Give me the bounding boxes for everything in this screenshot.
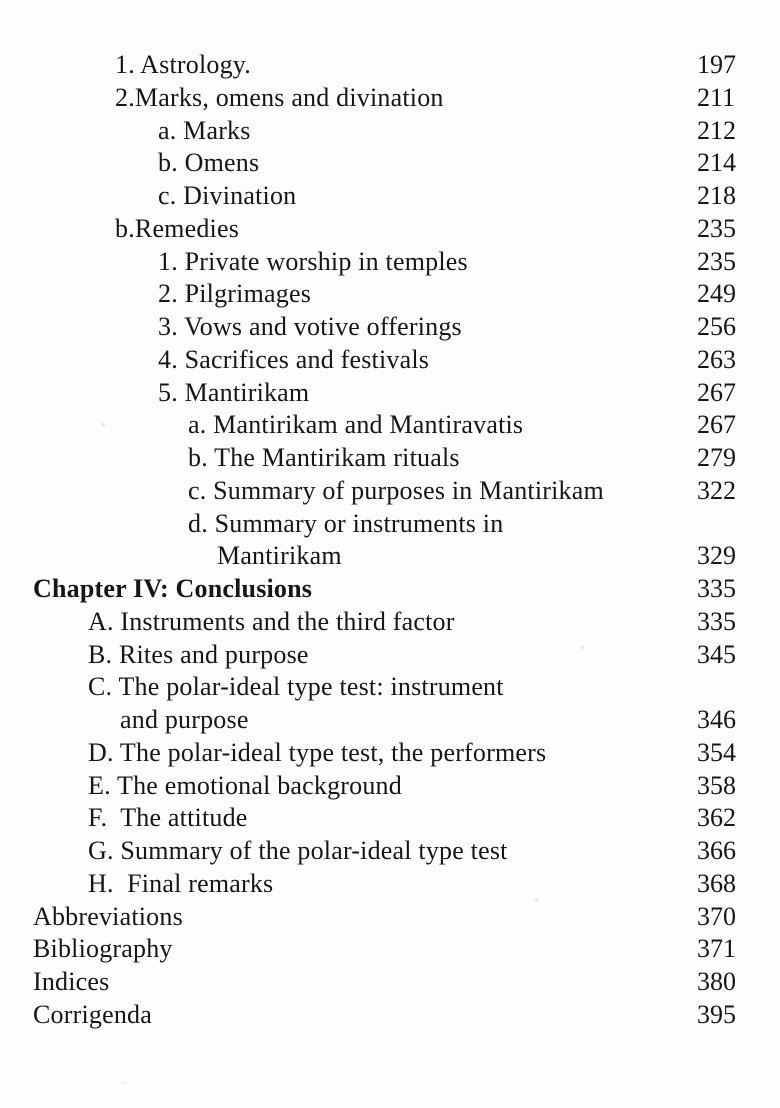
toc-entry-page: 366 [697,836,736,865]
toc-entry-label: 3. Vows and votive offerings [158,312,462,341]
toc-entry-page: 214 [697,148,736,178]
toc-entry-page: 211 [697,82,736,112]
toc-entry-page: 345 [697,639,736,669]
toc-entry-label: C. The polar-ideal type test: instrument [88,672,504,702]
toc-entry-page: 395 [697,999,736,1029]
scan-speck [581,646,584,649]
toc-entry-label: D. The polar-ideal type test, the performers [88,737,547,767]
toc-entry-label: G. Summary of the polar-ideal type test [88,836,508,865]
table-of-contents [0,49,780,1032]
toc-entry [0,933,780,966]
toc-entry-label: A. Instruments and the third factor [88,606,455,636]
toc-entry-label: H. Final remarks [88,868,274,898]
toc-entry-page: 267 [697,410,736,440]
toc-entry-page: 322 [697,475,736,505]
toc-entry [0,115,780,148]
toc-entry-label: 1. Private worship in temples [158,246,468,276]
toc-entry [0,442,780,475]
toc-entry-label: a. Mantirikam and Mantiravatis [188,410,524,440]
toc-entry-label: and purpose [120,705,249,734]
toc-entry [0,737,780,770]
toc-entry [0,180,780,213]
toc-entry-page: 346 [697,705,736,734]
toc-entry [0,999,780,1032]
toc-entry [0,344,780,377]
toc-entry [0,278,780,311]
toc-entry [0,82,780,115]
toc-entry-page: 368 [697,868,736,898]
toc-entry-page: 279 [697,443,736,472]
toc-entry [0,704,780,737]
toc-entry-label: c. Summary of purposes in Mantirikam [188,475,604,505]
toc-entry-label: b. Omens [158,148,260,178]
toc-entry-label: Abbreviations [33,901,183,931]
toc-entry [0,213,780,246]
toc-entry-page: 329 [697,541,736,571]
toc-entry-page: 235 [697,213,736,243]
scan-speck [535,898,538,901]
toc-entry [0,802,780,835]
toc-entry [0,671,780,704]
toc-entry [0,901,780,934]
toc-entry-page: 370 [697,901,736,931]
toc-entry-page: 362 [697,803,736,833]
toc-entry [0,508,780,541]
toc-entry-label: 2. Pilgrimages [158,279,312,309]
toc-entry-page: 256 [697,312,736,341]
toc-entry [0,475,780,508]
toc-entry-label: 1. Astrology. [115,50,251,79]
toc-entry [0,147,780,180]
toc-entry-label: 2.Marks, omens and divination [115,82,444,112]
toc-entry-label: Mantirikam [217,541,342,571]
toc-entry-label: Chapter IV: Conclusions [33,574,313,603]
toc-entry-label: B. Rites and purpose [88,639,309,669]
toc-entry-label: b. The Mantirikam rituals [188,443,460,472]
toc-entry-page: 235 [697,246,736,276]
toc-entry [0,540,780,573]
toc-entry-label: F. The attitude [88,803,248,833]
toc-entry [0,49,780,82]
toc-entry [0,639,780,672]
toc-entry-label: d. Summary or instruments in [188,508,504,538]
toc-entry-page: 354 [697,737,736,767]
toc-entry [0,868,780,901]
toc-entry-page: 335 [697,606,736,636]
toc-entry-label: b.Remedies [115,213,240,243]
toc-entry-page: 218 [697,181,736,210]
scan-speck [122,1082,127,1084]
toc-entry-label: c. Divination [158,181,297,210]
toc-entry-page: 263 [697,344,736,374]
toc-entry [0,246,780,279]
toc-entry [0,966,780,999]
toc-entry-label: 5. Mantirikam [158,377,310,407]
toc-entry [0,377,780,410]
toc-entry [0,409,780,442]
toc-entry [0,606,780,639]
toc-entry-page: 212 [697,115,736,145]
toc-entry [0,835,780,868]
toc-entry-label: 4. Sacrifices and festivals [158,344,430,374]
toc-entry-page: 197 [697,50,736,79]
toc-entry-page: 358 [697,770,736,800]
scan-speck [101,423,105,426]
toc-entry [0,311,780,344]
toc-entry-page: 335 [697,574,736,603]
toc-entry-page: 249 [697,279,736,309]
toc-entry-label: Indices [33,967,110,996]
toc-entry-page: 380 [697,967,736,996]
toc-entry-page: 267 [697,377,736,407]
toc-entry-label: E. The emotional background [88,770,402,800]
toc-entry [0,770,780,803]
toc-entry-label: Corrigenda [33,999,152,1029]
toc-entry [0,573,780,606]
toc-entry-label: Bibliography [33,934,173,964]
toc-entry-page: 371 [697,934,736,964]
toc-entry-label: a. Marks [158,115,251,145]
